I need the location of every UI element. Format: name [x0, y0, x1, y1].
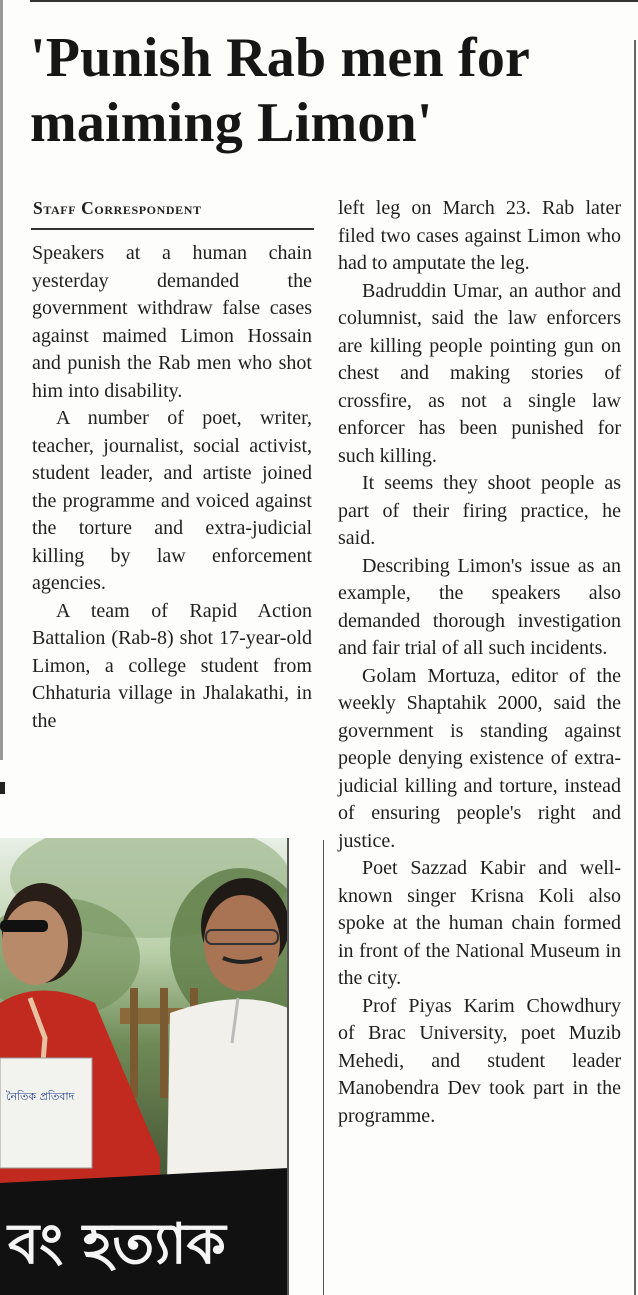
column-divider	[323, 840, 324, 1295]
banner-text: বং হত্যাক	[8, 1212, 226, 1277]
paragraph: Badruddin Umar, an author and columnist, said the law enforcers are killing people pointing gun on chest and making stories of crossfire, as not a single law enforcer has been punished for such killing.	[338, 279, 621, 467]
article-column-2	[338, 195, 621, 1130]
byline: Staff Correspondent	[33, 198, 202, 218]
top-rule	[30, 0, 638, 2]
headline: 'Punish Rab men for maiming Limon'	[30, 27, 530, 154]
article-column-1	[32, 240, 312, 735]
paragraph: Poet Sazzad Kabir and well-known singer Krisna Koli also spoke at the human chain formed in front of the National Museum in the city.	[338, 857, 621, 989]
paragraph: It seems they shoot people as part of their firing practice, he said.	[338, 472, 621, 549]
news-photo-illustration	[0, 838, 288, 1295]
left-marker	[0, 782, 5, 794]
paragraph: left leg on March 23. Rab later filed two cases against Limon who had to amputate the leg.	[338, 197, 621, 274]
right-edge-rule	[634, 40, 636, 1295]
byline-rule	[31, 228, 314, 230]
paragraph: Golam Mortuza, editor of the weekly Shaptahik 2000, said the government is standing against people denying existence of extra-judicial killing and torture, instead of ensuring people's right and justice.	[338, 664, 621, 852]
photo-border	[287, 838, 289, 1295]
paragraph: Prof Piyas Karim Chowdhury of Brac University, poet Muzib Mehedi, and student leader Manobendra Dev took part in the programme.	[338, 994, 621, 1127]
paragraph: Describing Limon's issue as an example, the speakers also demanded thorough investigation and fair trial of all such incidents.	[338, 554, 621, 659]
left-column-rule	[0, 0, 3, 760]
paragraph: A number of poet, writer, teacher, journalist, social activist, student leader, and artiste joined the programme and voiced against the torture and extra-judicial killing by law enforcement agencies.	[32, 407, 312, 594]
paragraph: A team of Rapid Action Battalion (Rab-8) shot 17-year-old Limon, a college student from Chhaturia village in Jhalakathi, in the	[32, 599, 312, 732]
placard-text: নৈতিক প্রতিবাদ	[6, 1090, 75, 1103]
paragraph: Speakers at a human chain yesterday demanded the government withdraw false cases against maimed Limon Hossain and punish the Rab men who shot him into disability.	[32, 242, 312, 402]
news-photo	[0, 838, 288, 1295]
